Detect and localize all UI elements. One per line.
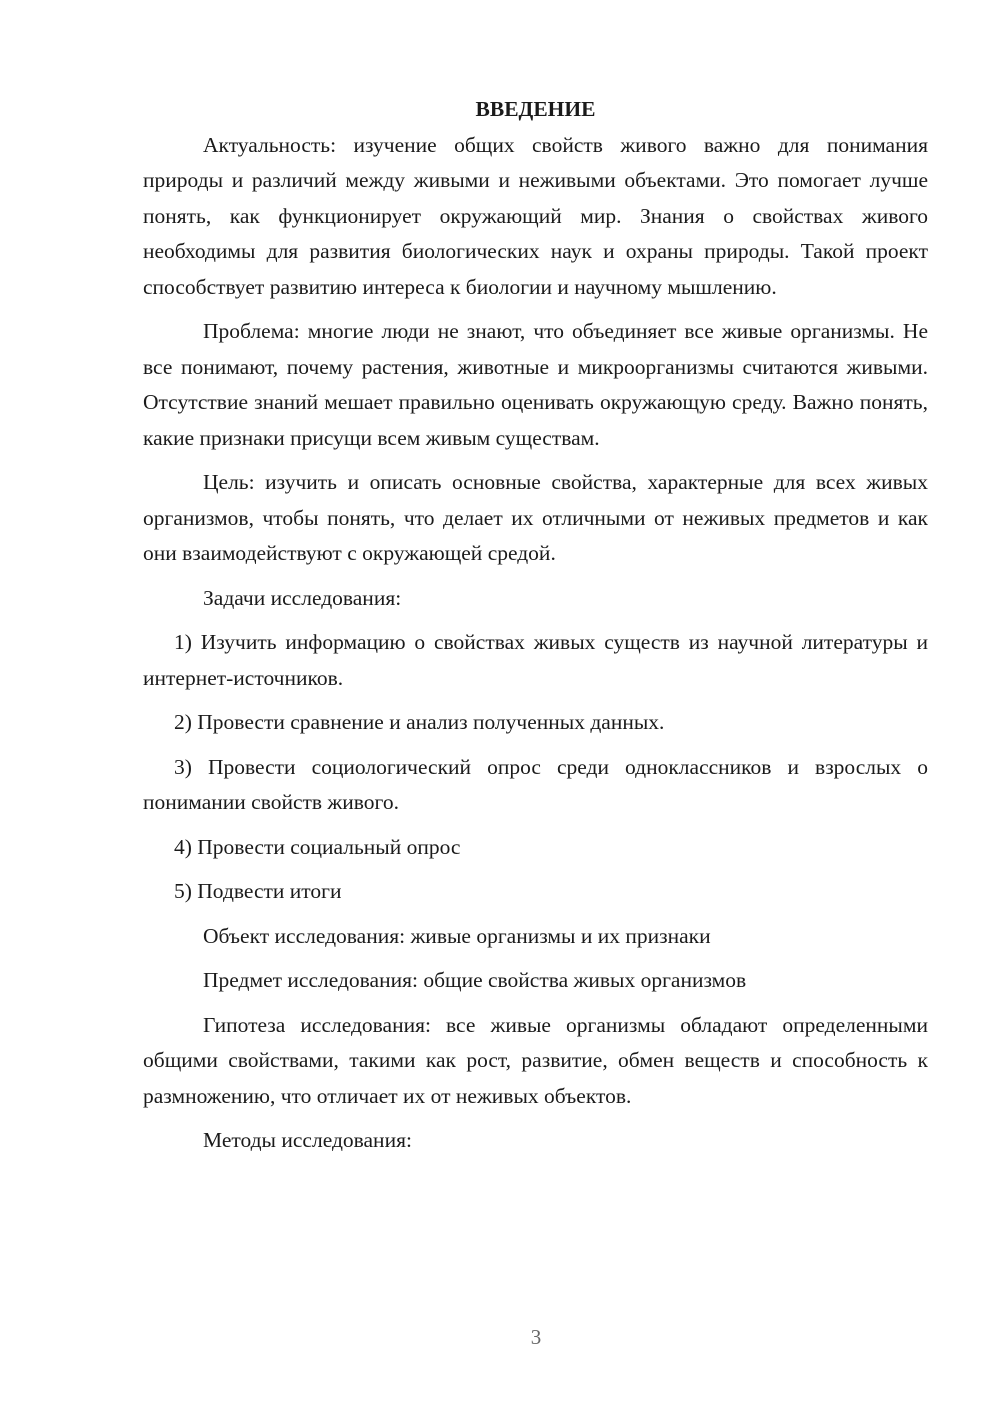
problem-paragraph: Проблема: многие люди не знают, что объединяет все живые организмы. Не все понимают, почему растения, животные и микроорганизмы считаются живыми. Отсутствие знаний мешает правильно оценивать окружающую среду. Важно понять, какие признаки присущи всем живым существам. [143,319,928,450]
hypothesis-paragraph: Гипотеза исследования: все живые организмы обладают определенными общими свойствами, такими как рост, развитие, обмен веществ и способность к размножению, что отличает их от неживых объектов. [143,1012,928,1108]
task-item-2: 2) Провести сравнение и анализ полученных данных. [174,710,665,734]
section-title: ВВЕДЕНИЕ [475,97,596,121]
task-item-1: 1) Изучить информацию о свойствах живых существ из научной литературы и интернет-источников. [143,630,928,690]
research-object: Объект исследования: живые организмы и их признаки [203,923,711,948]
page-number: 3 [530,1325,542,1349]
document-page [143,92,928,1168]
task-item-4: 4) Провести социальный опрос [174,834,461,859]
task-item-3: 3) Провести социологический опрос среди одноклассников и взрослых о понимании свойств живого. [143,754,928,814]
methods-heading: Методы исследования: [203,1128,412,1152]
research-subject: Предмет исследования: общие свойства живых организмов [203,968,747,992]
relevance-paragraph: Актуальность: изучение общих свойств живого важно для понимания природы и различий между живыми и неживыми объектами. Это помогает лучше понять, как функционирует окружающий мир. Знания о свойствах живого необходимы для развития биологических наук и охраны природы. Такой проект способствует развитию интереса к биологии и научному мышлению. [143,132,928,299]
tasks-heading: Задачи исследования: [203,585,402,610]
goal-paragraph: Цель: изучить и описать основные свойства, характерные для всех живых организмов, чтобы понять, что делает их отличными от неживых предметов и как они взаимодействуют с окружающей средой. [143,470,928,565]
task-item-5: 5) Подвести итоги [174,879,342,903]
